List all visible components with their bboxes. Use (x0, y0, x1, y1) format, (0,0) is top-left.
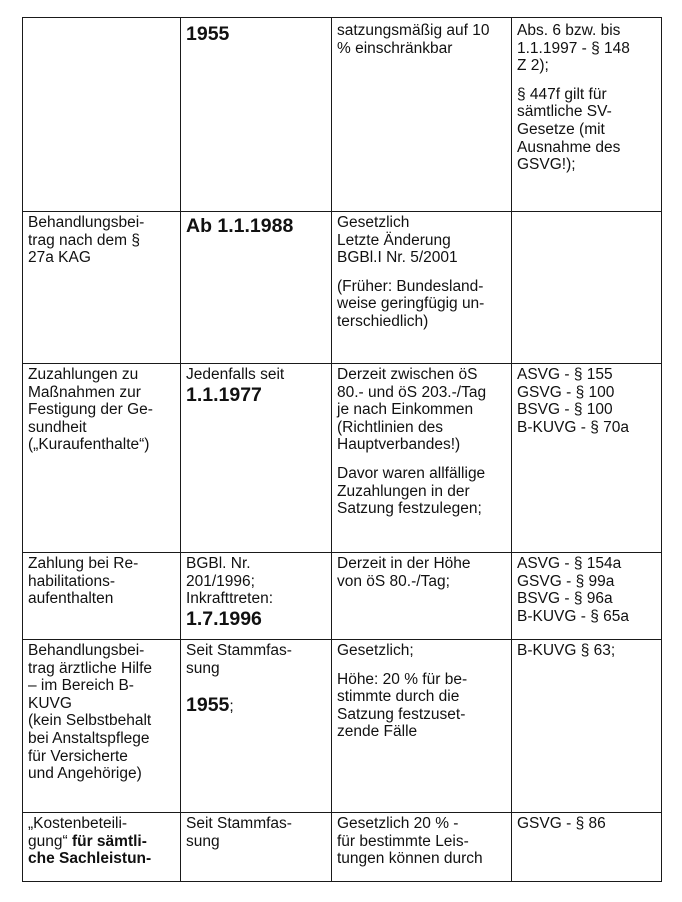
regulation-line: Derzeit in der Höhe (337, 555, 471, 572)
benefit-line: sundheit (28, 418, 87, 436)
since-date-suffix: ; (229, 698, 234, 716)
benefit-line: und Angehörige) (28, 765, 142, 783)
regulation-line: stimmte durch die (337, 688, 460, 706)
benefit-line: Zahlung bei Re- (28, 555, 139, 572)
benefit-line: KUVG (28, 694, 72, 712)
benefit-line: („Kuraufenthalte“) (28, 436, 150, 454)
cell-benefit (23, 813, 181, 882)
regulation-line: Gesetzlich; (337, 642, 414, 659)
cell-legal-basis (512, 553, 662, 640)
legal-basis-line: B-KUVG - § 70a (517, 418, 629, 436)
table-row (23, 813, 662, 882)
page-cutoff (0, 885, 682, 902)
regulation-line: je nach Einkommen (337, 401, 474, 419)
benefit-line: habilitations- (28, 572, 116, 590)
benefit-line: 27a KAG (28, 249, 91, 267)
cell-legal-basis (512, 364, 662, 553)
regulation-line: von öS 80.-/Tag; (337, 572, 450, 590)
benefit-text-bold: für sämtli- (71, 832, 147, 850)
legal-basis-line: B-KUVG § 63; (517, 642, 616, 659)
regulation-line: satzungsmäßig auf 10 (337, 22, 490, 39)
since-line: Seit Stammfas- (186, 642, 292, 659)
legal-basis-line: ASVG - § 154a (517, 555, 622, 572)
legal-basis-line: B-KUVG - § 65a (517, 607, 629, 625)
legal-basis-line: Ausnahme des (517, 138, 621, 156)
regulation-line: Letzte Änderung (337, 231, 451, 249)
legal-basis-line: GSVG - § 100 (517, 383, 615, 401)
cell-regulation (332, 553, 512, 640)
legal-basis-line: GSVG - § 99a (517, 572, 615, 590)
benefit-line: aufenthalten (28, 590, 114, 608)
regulation-line: Gesetzlich (337, 214, 410, 231)
cell-since (181, 640, 332, 813)
table-row (23, 18, 662, 212)
benefit-line: Festigung der Ge- (28, 401, 153, 419)
regulation-line: BGBl.I Nr. 5/2001 (337, 249, 458, 267)
regulation-line: terschiedlich) (337, 312, 429, 330)
benefit-line: bei Anstaltspflege (28, 729, 150, 747)
legal-provisions-table (22, 17, 662, 882)
since-line: BGBl. Nr. (186, 555, 251, 572)
benefit-text: gung“ (28, 832, 72, 850)
regulation-line: 80.- und öS 203.-/Tag (337, 383, 487, 401)
legal-basis-line: BSVG - § 100 (517, 401, 613, 419)
regulation-line: tungen können durch (337, 850, 483, 868)
cell-regulation (332, 640, 512, 813)
legal-basis-line: GSVG!); (517, 156, 576, 174)
regulation-line: % einschränkbar (337, 39, 453, 57)
benefit-text-bold: che Sachleistun- (28, 850, 152, 868)
regulation-line: Zuzahlungen in der (337, 482, 470, 500)
cell-regulation (332, 364, 512, 553)
benefit-line (28, 833, 176, 851)
regulation-line: weise geringfügig un- (337, 295, 485, 313)
legal-basis-line: Abs. 6 bzw. bis (517, 22, 621, 39)
cell-legal-basis (512, 212, 662, 364)
cell-since (181, 364, 332, 553)
cell-since (181, 212, 332, 364)
cell-legal-basis (512, 640, 662, 813)
regulation-line: Satzung festzulegen; (337, 500, 482, 518)
regulation-line: zende Fälle (337, 723, 418, 741)
regulation-line: Höhe: 20 % für be- (337, 670, 468, 688)
benefit-line: – im Bereich B- (28, 677, 134, 695)
benefit-line: „Kostenbeteili- (28, 815, 128, 832)
since-line: Jedenfalls seit (186, 366, 285, 383)
regulation-line: Derzeit zwischen öS (337, 366, 478, 383)
regulation-line: für bestimmte Leis- (337, 832, 469, 850)
benefit-line: für Versicherte (28, 747, 128, 765)
benefit-line (28, 850, 176, 868)
benefit-line: Behandlungsbei- (28, 642, 145, 659)
cell-regulation (332, 813, 512, 882)
benefit-line: trag nach dem § (28, 231, 141, 249)
legal-basis-line: 1.1.1997 - § 148 (517, 39, 630, 57)
table-row (23, 364, 662, 553)
legal-basis-line: Z 2); (517, 57, 549, 75)
benefit-line: trag ärztliche Hilfe (28, 659, 153, 677)
legal-basis-line: § 447f gilt für (517, 85, 607, 103)
cell-benefit (23, 364, 181, 553)
benefit-line: Behandlungsbei- (28, 214, 145, 231)
since-line: Seit Stammfas- (186, 815, 292, 832)
table-row (23, 212, 662, 364)
since-date: Ab 1.1.1988 (186, 215, 294, 237)
cell-since (181, 553, 332, 640)
since-date: 1955 (186, 23, 230, 45)
legal-basis-line: sämtliche SV- (517, 103, 612, 121)
regulation-line: Hauptverbandes!) (337, 436, 461, 454)
table-row (23, 553, 662, 640)
legal-basis-line: GSVG - § 86 (517, 815, 606, 832)
since-line: Inkrafttreten: (186, 590, 274, 608)
table-row (23, 640, 662, 813)
since-line: sung (186, 659, 220, 677)
cell-regulation (332, 212, 512, 364)
legal-basis-line: ASVG - § 155 (517, 366, 613, 383)
legal-basis-line: BSVG - § 96a (517, 590, 613, 608)
cell-benefit (23, 553, 181, 640)
since-line: sung (186, 832, 220, 850)
cell-legal-basis (512, 813, 662, 882)
benefit-line: Maßnahmen zur (28, 383, 141, 401)
regulation-line: (Früher: Bundesland- (337, 277, 484, 295)
regulation-line: (Richtlinien des (337, 418, 443, 436)
since-line: 201/1996; (186, 572, 255, 590)
cell-benefit (23, 212, 181, 364)
legal-basis-line: Gesetze (mit (517, 120, 605, 138)
since-date-line (186, 694, 327, 717)
regulation-line: Satzung festzuset- (337, 705, 466, 723)
cell-legal-basis (512, 18, 662, 212)
cell-benefit (23, 640, 181, 813)
since-date: 1.1.1977 (186, 383, 262, 406)
cell-since (181, 813, 332, 882)
cell-since (181, 18, 332, 212)
cell-regulation (332, 18, 512, 212)
benefit-line: (kein Selbstbehalt (28, 712, 152, 730)
cell-benefit (23, 18, 181, 212)
since-date: 1.7.1996 (186, 607, 262, 630)
since-date: 1955 (186, 694, 230, 717)
benefit-line: Zuzahlungen zu (28, 366, 139, 383)
regulation-line: Gesetzlich 20 % - (337, 815, 459, 832)
regulation-line: Davor waren allfällige (337, 464, 486, 482)
